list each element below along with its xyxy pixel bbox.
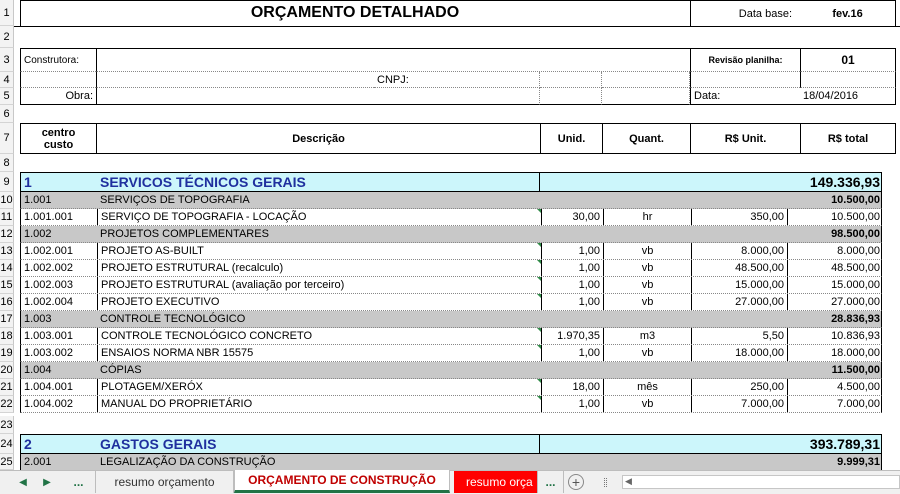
- comment-indicator-icon: [537, 260, 541, 264]
- item-unid: [603, 362, 691, 378]
- tabs-ellipsis-right[interactable]: ...: [538, 471, 564, 493]
- sheet-title: ORÇAMENTO DETALHADO: [250, 4, 460, 21]
- section-row[interactable]: [20, 172, 882, 192]
- row-number[interactable]: 10: [0, 192, 14, 209]
- row-number[interactable]: 12: [0, 226, 14, 243]
- section-total: 393.789,31: [539, 435, 883, 453]
- row-number[interactable]: 21: [0, 379, 14, 396]
- item-unid: [603, 226, 691, 242]
- data-base-label: Data base:: [690, 0, 800, 26]
- item-unid: [603, 192, 691, 208]
- item-total: 10.836,93: [787, 328, 883, 344]
- row-number[interactable]: 6: [0, 105, 14, 123]
- item-unit: 15.000,00: [691, 277, 787, 293]
- item-unid: m3: [603, 328, 691, 344]
- row-number[interactable]: 16: [0, 294, 14, 311]
- table-row[interactable]: [20, 243, 882, 260]
- item-total: 10.500,00: [831, 194, 880, 206]
- prev-sheet-icon[interactable]: ◀: [19, 476, 27, 488]
- col-header-centro-custo: centro custo: [20, 123, 96, 154]
- item-desc: CÓPIAS: [100, 364, 142, 376]
- item-code: 1.004.001: [24, 381, 73, 393]
- item-desc: LEGALIZAÇÃO DA CONSTRUÇÃO: [100, 456, 276, 468]
- revisao-value[interactable]: 01: [800, 48, 896, 72]
- comment-indicator-icon: [537, 243, 541, 247]
- comment-indicator-icon: [537, 209, 541, 213]
- row-number[interactable]: 7: [0, 123, 14, 154]
- construtora-label: Construtora:: [20, 48, 96, 72]
- item-total: 48.500,00: [787, 260, 883, 276]
- section-total: 149.336,93: [539, 173, 883, 191]
- row-number[interactable]: 22: [0, 396, 14, 413]
- item-quant: 1,00: [541, 345, 603, 361]
- comment-indicator-icon: [537, 294, 541, 298]
- add-sheet-icon[interactable]: +: [568, 474, 584, 490]
- item-desc: PLOTAGEM/XERÓX: [97, 379, 541, 395]
- item-quant: [541, 226, 603, 242]
- item-quant: 1,00: [541, 277, 603, 293]
- item-desc: PROJETO AS-BUILT: [97, 243, 541, 259]
- sheet-tab-bar: [0, 470, 900, 494]
- item-desc: PROJETO ESTRUTURAL (recalculo): [97, 260, 541, 276]
- construtora-field[interactable]: [96, 48, 690, 72]
- item-quant: [541, 192, 603, 208]
- table-row[interactable]: [20, 379, 882, 396]
- row-number[interactable]: 23: [0, 416, 14, 434]
- item-desc: PROJETO ESTRUTURAL (avaliação por terceiro): [97, 277, 541, 293]
- item-unit: [691, 311, 787, 327]
- table-row[interactable]: [20, 328, 882, 345]
- item-code: 1.004.002: [24, 398, 73, 410]
- row-number[interactable]: 19: [0, 345, 14, 362]
- item-total: 4.500,00: [787, 379, 883, 395]
- item-code: 1.002.001: [24, 245, 73, 257]
- row-number[interactable]: 11: [0, 209, 14, 226]
- item-code: 1.003: [24, 313, 52, 325]
- item-quant: [541, 362, 603, 378]
- section-name: GASTOS GERAIS: [100, 436, 217, 452]
- item-code: 1.002.003: [24, 279, 73, 291]
- item-code: 1.002.004: [24, 296, 73, 308]
- row-number[interactable]: 5: [0, 88, 14, 105]
- table-row[interactable]: [20, 294, 882, 311]
- data-value[interactable]: 18/04/2016: [800, 88, 896, 105]
- row-number[interactable]: 20: [0, 362, 14, 379]
- item-desc: SERVIÇOS DE TOPOGRAFIA: [100, 194, 250, 206]
- group-row[interactable]: [20, 362, 882, 379]
- item-total: 28.836,93: [831, 313, 880, 325]
- item-total: 10.500,00: [787, 209, 883, 225]
- row-number[interactable]: 2: [0, 26, 14, 48]
- col-header-quant: Quant.: [602, 123, 690, 154]
- row-number[interactable]: 9: [0, 172, 14, 192]
- group-row[interactable]: [20, 454, 882, 470]
- section-name: SERVICOS TÉCNICOS GERAIS: [100, 174, 306, 190]
- item-desc: CONTROLE TECNOLÓGICO CONCRETO: [97, 328, 541, 344]
- item-quant: 1,00: [541, 243, 603, 259]
- row-number[interactable]: 17: [0, 311, 14, 328]
- item-desc: PROJETO EXECUTIVO: [97, 294, 541, 310]
- scroll-left-icon[interactable]: ◀: [625, 476, 632, 486]
- row-number[interactable]: 13: [0, 243, 14, 260]
- row-number[interactable]: 4: [0, 72, 14, 88]
- table-row[interactable]: [20, 396, 882, 413]
- col-header-total: R$ total: [800, 123, 896, 154]
- item-total: 18.000,00: [787, 345, 883, 361]
- revisao-label: Revisão planilha:: [690, 48, 800, 72]
- row-number[interactable]: 15: [0, 277, 14, 294]
- row-number[interactable]: 24: [0, 434, 14, 454]
- row-number[interactable]: 8: [0, 154, 14, 172]
- item-unid: [603, 311, 691, 327]
- table-row[interactable]: [20, 209, 882, 226]
- section-code: 2: [24, 436, 32, 452]
- item-code: 1.004: [24, 364, 52, 376]
- item-code: 1.001.001: [24, 211, 73, 223]
- item-unid: hr: [603, 209, 691, 225]
- item-total: 7.000,00: [787, 396, 883, 412]
- table-row[interactable]: [20, 277, 882, 294]
- item-total: 27.000,00: [787, 294, 883, 310]
- item-desc: PROJETOS COMPLEMENTARES: [100, 228, 269, 240]
- obra-field[interactable]: [96, 88, 540, 105]
- item-quant: 1,00: [541, 294, 603, 310]
- table-row[interactable]: [20, 345, 882, 362]
- item-unid: vb: [603, 396, 691, 412]
- item-desc: CONTROLE TECNOLÓGICO: [100, 313, 246, 325]
- item-desc: ENSAIOS NORMA NBR 15575: [97, 345, 541, 361]
- item-quant: 1,00: [541, 260, 603, 276]
- item-desc: MANUAL DO PROPRIETÁRIO: [97, 396, 541, 412]
- item-unit: [691, 226, 787, 242]
- item-desc: SERVIÇO DE TOPOGRAFIA - LOCAÇÃO: [97, 209, 541, 225]
- item-code: 1.001: [24, 194, 52, 206]
- col-header-unit: R$ Unit.: [690, 123, 800, 154]
- cnpj-label: CNPJ:: [374, 72, 434, 88]
- item-code: 1.003.002: [24, 347, 73, 359]
- item-unit: [691, 362, 787, 378]
- item-total: 98.500,00: [831, 228, 880, 240]
- item-quant: 1,00: [541, 396, 603, 412]
- col-header-descricao: Descrição: [96, 123, 540, 154]
- item-unid: vb: [603, 345, 691, 361]
- row-number[interactable]: 3: [0, 48, 14, 72]
- comment-indicator-icon: [537, 396, 541, 400]
- item-unit: 5,50: [691, 328, 787, 344]
- comment-indicator-icon: [537, 379, 541, 383]
- item-unid: vb: [603, 243, 691, 259]
- item-code: 1.003.001: [24, 330, 73, 342]
- tab-resumo-orcamento[interactable]: resumo orçamento: [96, 471, 234, 493]
- next-sheet-icon[interactable]: ▶: [43, 476, 51, 488]
- tab-resumo-orca[interactable]: resumo orça: [454, 471, 538, 493]
- item-unit: 250,00: [691, 379, 787, 395]
- obra-label: Obra:: [20, 88, 96, 105]
- item-unit: [691, 192, 787, 208]
- item-code: 2.001: [24, 456, 52, 468]
- comment-indicator-icon: [537, 345, 541, 349]
- item-total: 15.000,00: [787, 277, 883, 293]
- section-row[interactable]: [20, 434, 882, 454]
- data-base-value[interactable]: fev.16: [800, 0, 896, 26]
- item-quant: 30,00: [541, 209, 603, 225]
- item-unit: 350,00: [691, 209, 787, 225]
- item-total: 8.000,00: [787, 243, 883, 259]
- tab-orcamento-de-construcao[interactable]: ORÇAMENTO DE CONSTRUÇÃO: [234, 470, 450, 493]
- item-unit: 18.000,00: [691, 345, 787, 361]
- row-number[interactable]: 25: [0, 454, 14, 470]
- item-quant: 18,00: [541, 379, 603, 395]
- item-total: 9.999,31: [837, 456, 880, 468]
- horizontal-scrollbar[interactable]: [622, 475, 900, 489]
- tabs-ellipsis-left[interactable]: ...: [62, 471, 96, 493]
- tab-splitter-icon[interactable]: [604, 478, 607, 487]
- group-row[interactable]: [20, 192, 882, 209]
- item-unit: 27.000,00: [691, 294, 787, 310]
- group-row[interactable]: [20, 311, 882, 328]
- comment-indicator-icon: [537, 328, 541, 332]
- section-code: 1: [24, 174, 32, 190]
- item-quant: [541, 311, 603, 327]
- item-unid: vb: [603, 260, 691, 276]
- item-unid: vb: [603, 294, 691, 310]
- data-label: Data:: [690, 88, 800, 105]
- col-header-unid: Unid.: [540, 123, 602, 154]
- item-code: 1.002.002: [24, 262, 73, 274]
- row-number[interactable]: 18: [0, 328, 14, 345]
- item-unit: 7.000,00: [691, 396, 787, 412]
- item-code: 1.002: [24, 228, 52, 240]
- comment-indicator-icon: [537, 277, 541, 281]
- item-unit: 8.000,00: [691, 243, 787, 259]
- item-unid: vb: [603, 277, 691, 293]
- item-total: 11.500,00: [831, 364, 880, 376]
- item-unit: 48.500,00: [691, 260, 787, 276]
- item-unid: mês: [603, 379, 691, 395]
- row-number[interactable]: 14: [0, 260, 14, 277]
- table-row[interactable]: [20, 260, 882, 277]
- row-number[interactable]: 1: [0, 0, 14, 26]
- group-row[interactable]: [20, 226, 882, 243]
- item-quant: 1.970,35: [541, 328, 603, 344]
